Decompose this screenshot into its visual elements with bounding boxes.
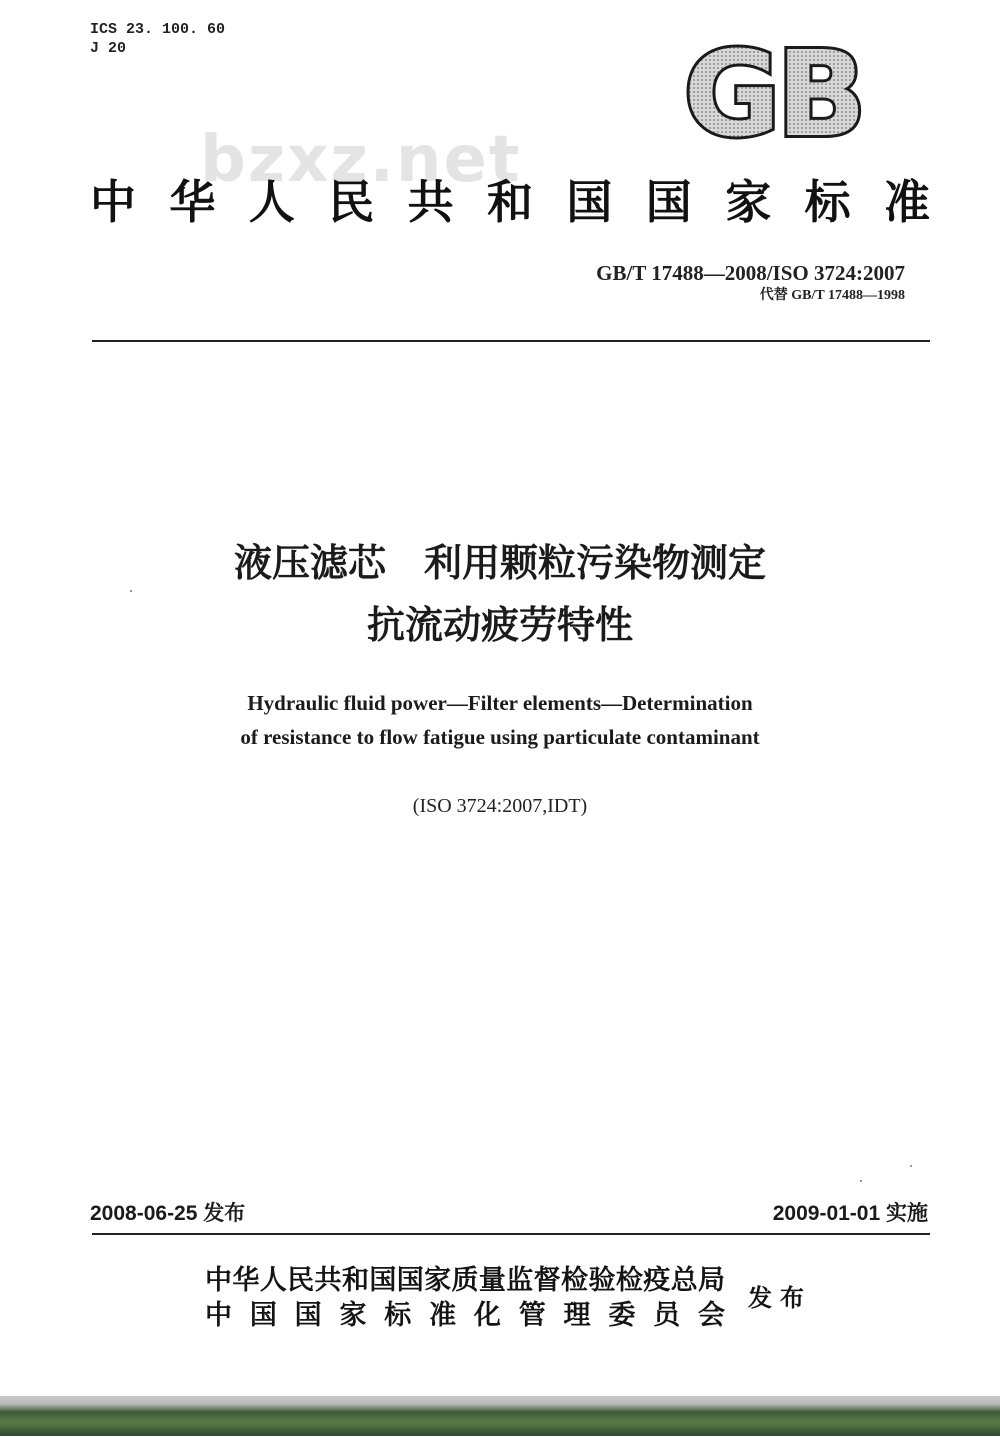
divider: [92, 1233, 930, 1235]
divider: [92, 340, 930, 342]
scan-speck: [860, 1180, 862, 1182]
classification-code: J 20: [90, 40, 127, 57]
gb-logo-text: GB: [683, 38, 863, 148]
zh-title-line1: 液压滤芯 利用颗粒污染物测定: [233, 541, 766, 585]
en-title-line1: Hydraulic fluid power—Filter elements—Determination: [247, 691, 753, 715]
issued-by-label: 发布: [748, 1284, 812, 1312]
iso-reference: (ISO 3724:2007,IDT): [412, 795, 588, 817]
replaces-note: 代替 GB/T 17488—1998: [759, 288, 905, 303]
scan-speck: [910, 1165, 912, 1167]
issuer-line2: 中国国家标准化管理委员会: [205, 1300, 725, 1331]
background-photo-strip: [0, 1396, 1000, 1436]
en-title-line2: of resistance to flow fatigue using particulate contaminant: [240, 725, 760, 749]
implementation-date: 2009-01-01 实施: [772, 1202, 928, 1225]
zh-title-line2: 抗流动疲劳特性: [366, 603, 633, 647]
standard-number: GB/T 17488—2008/ISO 3724:2007: [596, 261, 905, 285]
scan-speck: [130, 590, 132, 592]
ics-code: ICS 23. 100. 60: [90, 21, 226, 38]
ics-block: [90, 20, 225, 58]
national-standard-title: 中华人民共和国国家标准: [90, 175, 930, 229]
gb-logo: [668, 38, 878, 148]
issue-date: 2008-06-25 发布: [90, 1202, 246, 1225]
watermark: bzxz.net: [200, 123, 522, 197]
issuer-line1: 中华人民共和国国家质量监督检验检疫总局: [205, 1265, 725, 1296]
